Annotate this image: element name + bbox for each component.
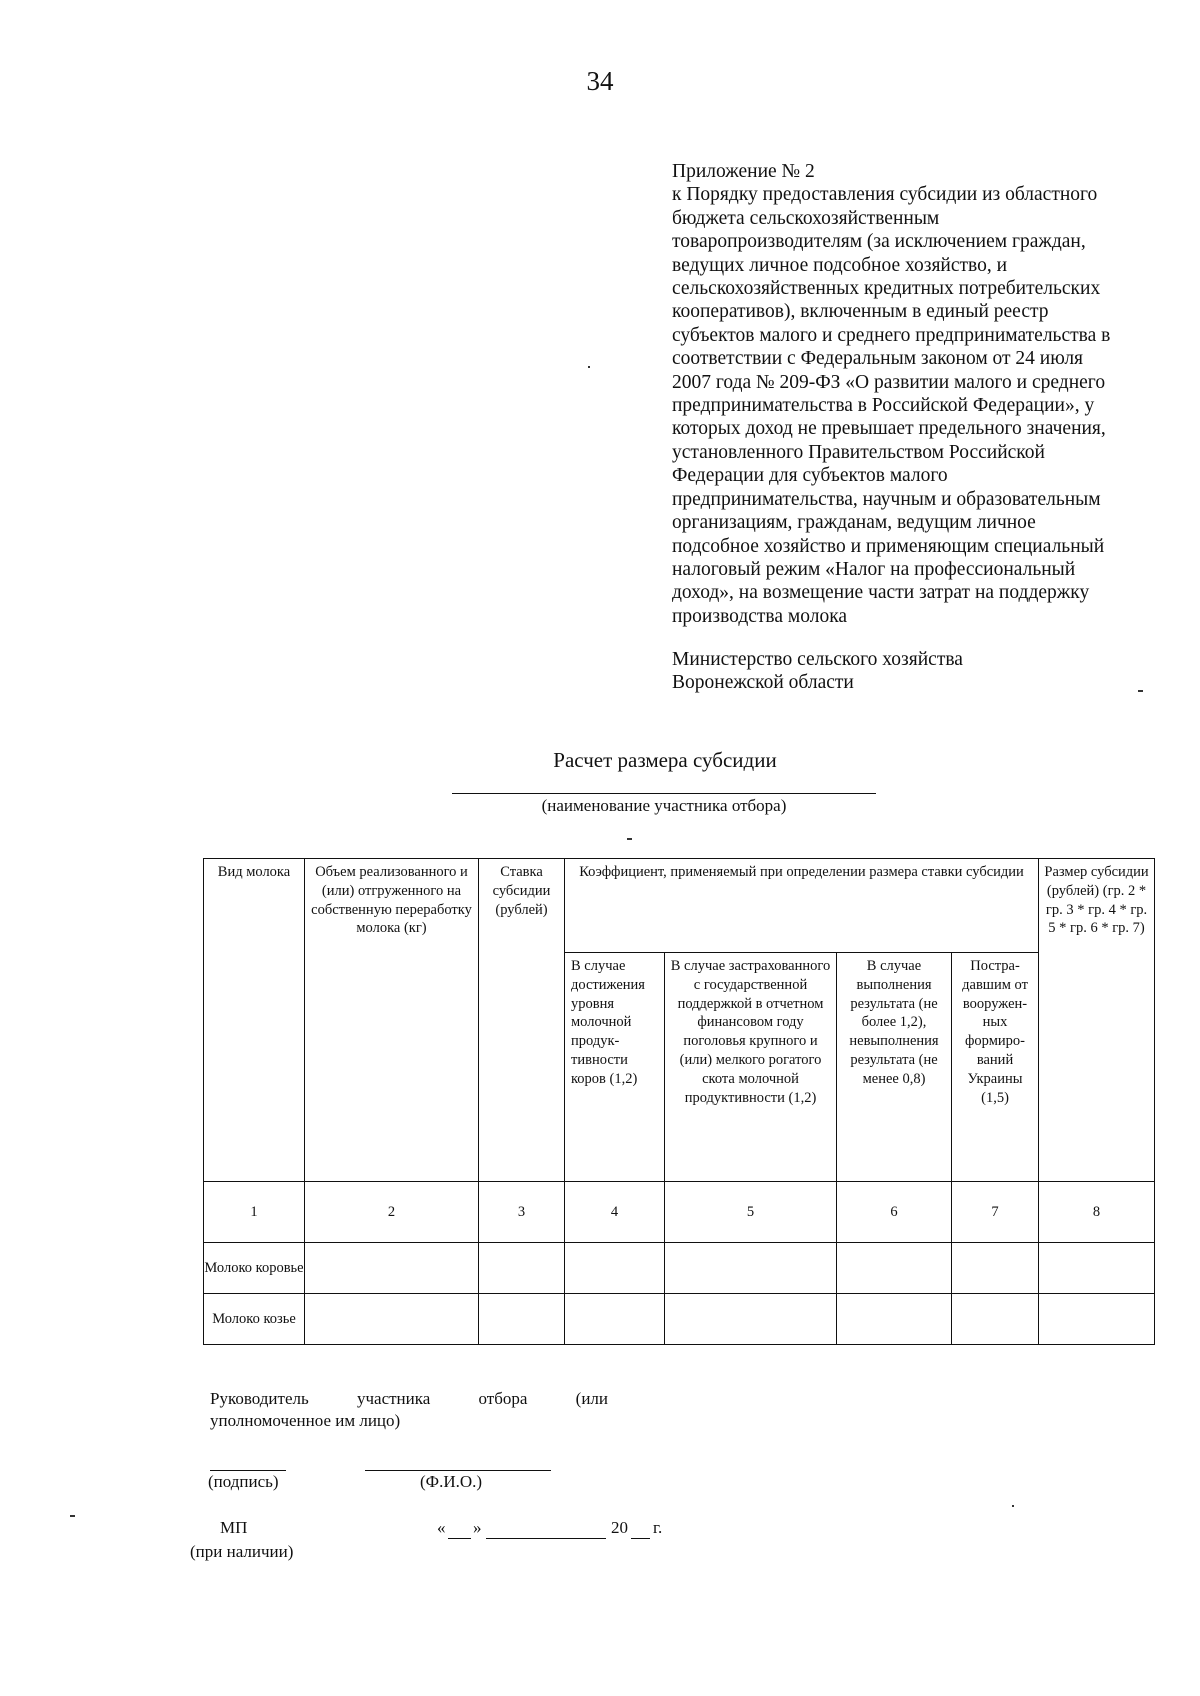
appendix-line: производства молока — [672, 605, 848, 627]
header-milk-type: Вид молока — [204, 859, 305, 1182]
signatory-word: (или — [575, 1389, 608, 1408]
calc-title: Расчет размера субсидии — [553, 748, 777, 772]
header-coefficient: Коэффициент, применяемый при определении размера ставки субсидии — [565, 859, 1039, 953]
signatory-word: отбора — [478, 1389, 528, 1408]
ministry-block — [672, 648, 963, 695]
table-cell[interactable] — [305, 1294, 479, 1345]
appendix-line: товаропроизводителям (за исключением граждан, — [672, 231, 1086, 253]
column-number: 8 — [1039, 1182, 1155, 1243]
header-row — [204, 859, 1155, 953]
header-subsidy: Размер субсидии (рублей) (гр. 2 * гр. 3 * гр. 4 * гр. 5 * гр. 6 * гр. 7) — [1039, 859, 1155, 1182]
appendix-line: установленного Правительством Российской — [672, 441, 1045, 463]
date-month-line[interactable] — [486, 1538, 606, 1539]
header-rate: Ставка субсидии (рублей) — [479, 859, 565, 1182]
row-label-cow-milk: Молоко коровье — [204, 1243, 305, 1294]
header-volume: Объем реализованного и (или) отгруженного на собственную переработку молока (кг) — [305, 859, 479, 1182]
appendix-line: сельскохозяйственных кредитных потребительских — [672, 278, 1101, 300]
row-label-goat-milk: Молоко козье — [204, 1294, 305, 1345]
signature-line[interactable] — [210, 1470, 286, 1471]
date-open-quote: « — [437, 1518, 446, 1537]
scan-speck — [1138, 690, 1143, 692]
column-number: 5 — [665, 1182, 837, 1243]
scan-speck — [588, 366, 590, 368]
header-coef-result: В случае выполнения результата (не более 1,2), невыполнения результата (не менее 0,8) — [837, 953, 952, 1182]
appendix-line: подсобное хозяйство и применяющим специальный — [672, 535, 1105, 557]
table-cell[interactable] — [479, 1294, 565, 1345]
signatory-line-2: уполномоченное им лицо) — [210, 1411, 401, 1430]
table-cell[interactable] — [665, 1294, 837, 1345]
scan-speck — [1012, 1505, 1014, 1507]
column-number-row — [204, 1182, 1155, 1243]
appendix-line: бюджета сельскохозяйственным — [672, 207, 940, 229]
appendix-line: к Порядку предоставления субсидии из областного — [672, 184, 1098, 206]
date-year-suffix: г. — [653, 1518, 663, 1537]
table-cell[interactable] — [952, 1294, 1039, 1345]
appendix-header — [672, 160, 1152, 628]
appendix-line: предпринимательства, научным и образовательным — [672, 488, 1101, 510]
header-coef-ukraine: Постра-давшим от вооружен-ных формиро-ваний Украины (1,5) — [952, 953, 1039, 1182]
stamp-label: МП — [220, 1518, 248, 1537]
scan-speck — [627, 838, 632, 840]
fio-caption: (Ф.И.О.) — [420, 1472, 483, 1491]
date-year-prefix: 20 — [611, 1518, 628, 1537]
table-cell[interactable] — [1039, 1243, 1155, 1294]
table-cell[interactable] — [565, 1294, 665, 1345]
column-number: 6 — [837, 1182, 952, 1243]
signatory-word: участника — [356, 1389, 431, 1408]
table-cell[interactable] — [837, 1243, 952, 1294]
date-close-quote: » — [473, 1518, 482, 1537]
date-year-line[interactable] — [631, 1538, 650, 1539]
column-number: 7 — [952, 1182, 1039, 1243]
table-cell[interactable] — [665, 1243, 837, 1294]
appendix-line: налоговый режим «Налог на профессиональный — [672, 558, 1076, 580]
signatory-word: Руководитель — [210, 1389, 309, 1408]
stamp-note: (при наличии) — [190, 1542, 294, 1561]
table-row — [204, 1294, 1155, 1345]
table-cell[interactable] — [479, 1243, 565, 1294]
appendix-line: кооперативов), включенным в единый реестр — [672, 301, 1049, 323]
date-day-line[interactable] — [448, 1538, 471, 1539]
appendix-line: Приложение № 2 — [672, 161, 815, 182]
column-number: 2 — [305, 1182, 479, 1243]
signatory-line — [210, 1388, 608, 1409]
participant-name-line — [452, 793, 876, 794]
column-number: 3 — [479, 1182, 565, 1243]
appendix-line: Федерации для субъектов малого — [672, 465, 948, 487]
appendix-line: доход», на возмещение части затрат на поддержку — [672, 582, 1090, 604]
header-coef-insured: В случае застрахованного с государственной поддержкой в отчетном финансовом году поголовья крупного и (или) мелкого рогатого скота молочной продуктивности (1,2) — [665, 953, 837, 1182]
appendix-line: предпринимательства в Российской Федерации», у — [672, 395, 1095, 417]
subsidy-table — [203, 858, 1155, 1345]
appendix-line: которых доход не превышает предельного значения, — [672, 418, 1106, 440]
table-cell[interactable] — [565, 1243, 665, 1294]
appendix-line: 2007 года № 209-ФЗ «О развитии малого и среднего — [672, 371, 1106, 393]
column-number: 4 — [565, 1182, 665, 1243]
header-coef-productivity: В случае достижения уровня молочной продук-тивности коров (1,2) — [565, 953, 665, 1182]
participant-name-caption: (наименование участника отбора) — [541, 796, 787, 815]
appendix-line: субъектов малого и среднего предпринимательства в — [672, 324, 1111, 346]
table-cell[interactable] — [952, 1243, 1039, 1294]
table-cell[interactable] — [305, 1243, 479, 1294]
appendix-line: организациям, гражданам, ведущим личное — [672, 512, 1036, 534]
table-cell[interactable] — [1039, 1294, 1155, 1345]
appendix-line: соответствии с Федеральным законом от 24 июля — [672, 348, 1084, 370]
fio-line[interactable] — [365, 1470, 551, 1471]
scan-speck — [70, 1515, 75, 1517]
appendix-line: ведущих личное подсобное хозяйство, и — [672, 254, 1008, 276]
page-number: 34 — [586, 66, 614, 96]
ministry-region: Воронежской области — [672, 672, 854, 694]
signature-caption: (подпись) — [208, 1472, 279, 1491]
ministry-line: Министерство сельского хозяйства — [672, 649, 963, 670]
column-number: 1 — [204, 1182, 305, 1243]
table-cell[interactable] — [837, 1294, 952, 1345]
table-row — [204, 1243, 1155, 1294]
